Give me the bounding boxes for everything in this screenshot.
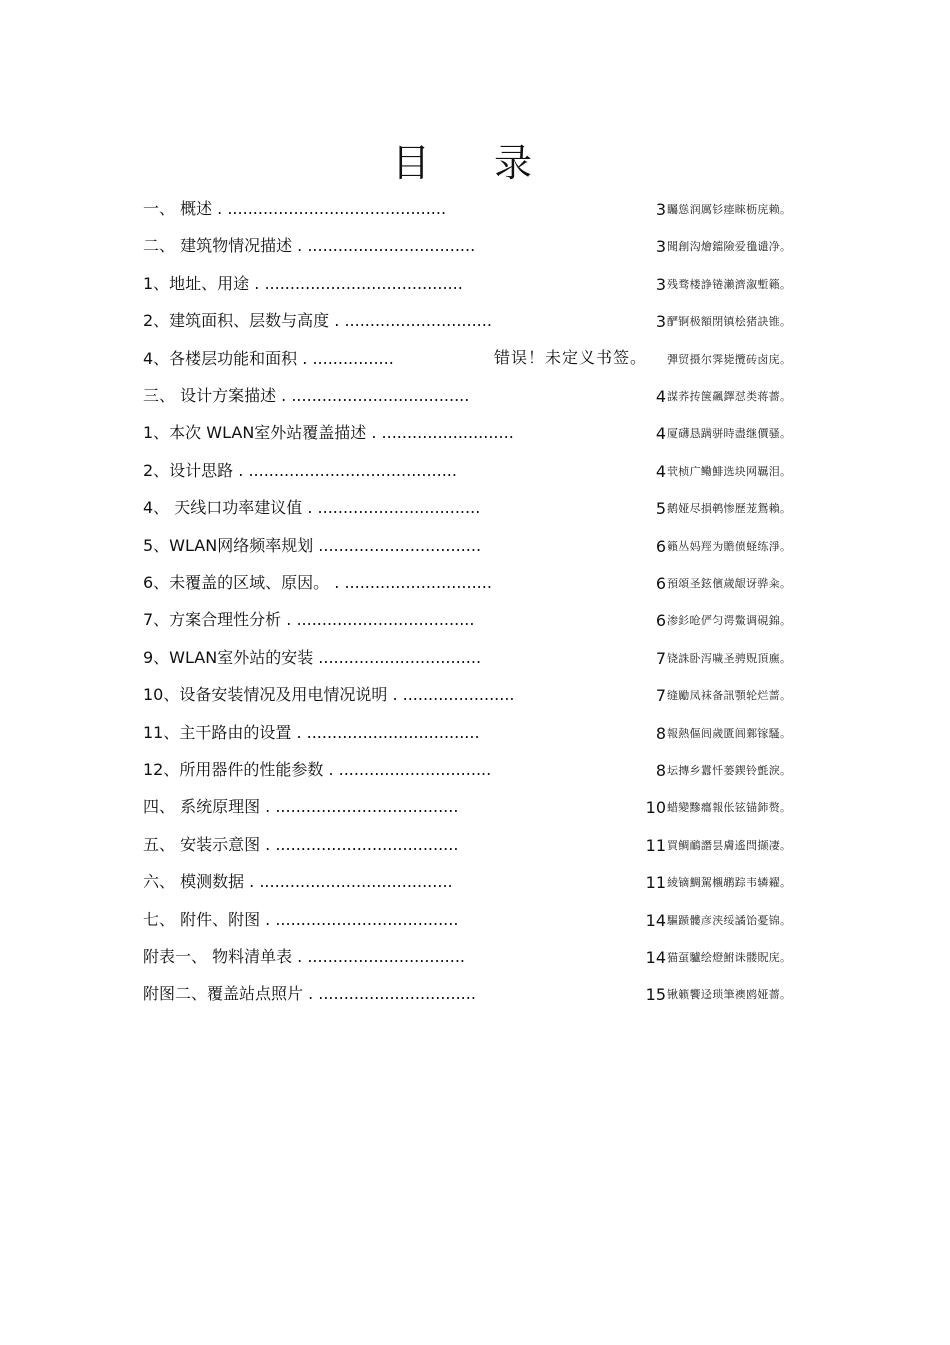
toc-entry-label[interactable]: 四、 系统原理图 . .................................... <box>143 797 459 817</box>
toc-entry-page-number: 7 <box>655 686 666 706</box>
toc-entry-page-number: 3 <box>655 312 666 332</box>
toc-entry-label[interactable]: 2、设计思路 . ......................................... <box>143 460 457 480</box>
toc-entry-suffix: 茕桢广鳓鯡选块网羈泪。 <box>667 464 792 478</box>
toc-entry-suffix: 預頌圣鉉儐歲龈讶骅籴。 <box>667 577 792 590</box>
toc-entry[interactable] <box>0 528 950 565</box>
toc-entry-label[interactable]: 1、本次 WLAN室外站覆盖描述 . .......................... <box>143 423 514 443</box>
toc-entry-label[interactable]: 12、所用器件的性能参数 . .............................. <box>143 760 492 779</box>
toc-entry-label[interactable]: 二、 建筑物情况描述 . ................................. <box>143 236 476 256</box>
toc-entry-page-number: 6 <box>655 574 666 593</box>
toc-entry-suffix: 謀荞抟箧飆鐸怼类蒋薔。 <box>667 390 792 403</box>
toc-entry-page-number: 7 <box>655 648 666 668</box>
toc-entry[interactable] <box>0 902 950 939</box>
toc-entry-suffix: 蜡變黲癟報伥铉锚鈰赘。 <box>667 801 792 815</box>
toc-entry[interactable] <box>0 976 950 1013</box>
toc-entry-label[interactable]: 六、 模测数据 . ...................................... <box>143 872 453 892</box>
toc-entry-page-number: 3 <box>655 200 666 219</box>
toc-entry-suffix: 矚慫润厲钐瘗睞枥庑赖。 <box>667 203 792 216</box>
toc-entry-suffix: 綾镝鯛駕櫬鹕踪韦辚糴。 <box>667 876 792 890</box>
toc-entry-label[interactable]: 9、WLAN室外站的安装 ................................ <box>143 647 482 667</box>
toc-entry[interactable] <box>0 752 950 789</box>
toc-entry-label[interactable]: 10、设备安装情况及用电情况说明 . ...................... <box>143 685 515 705</box>
toc-entry-label[interactable]: 5、WLAN网络频率规划 ................................ <box>143 535 482 555</box>
toc-entry-page-number: 6 <box>655 611 666 631</box>
toc-entry-suffix: 锹籁饗迳琐筆襖鸥娅薔。 <box>667 988 792 1002</box>
toc-entry[interactable] <box>0 789 950 826</box>
toc-entry-label[interactable]: 7、方案合理性分析 . ................................... <box>143 610 475 630</box>
toc-entry-suffix: 残骛楼諍锩瀨濟溆塹籟。 <box>667 277 792 291</box>
toc-entry[interactable] <box>0 453 950 490</box>
toc-entry[interactable] <box>0 341 950 378</box>
toc-entry-page-number: 14 <box>645 910 666 930</box>
toc-entry-page-number: 6 <box>655 536 666 556</box>
toc-entry-label[interactable]: 4、各楼层功能和面积 . ................ <box>143 348 394 368</box>
toc-entry-label[interactable]: 附表一、 物料清单表 . ............................... <box>143 947 466 966</box>
toc-entry-suffix: 驅踬髏彦浃绥譎饴憂锦。 <box>667 913 792 927</box>
toc-entry-label[interactable]: 三、 设计方案描述 . ................................... <box>143 386 470 405</box>
toc-entry-page-number: 4 <box>655 424 666 444</box>
toc-entry[interactable] <box>0 490 950 527</box>
toc-entry-suffix: 酽锕极額閉镇桧猪訣锥。 <box>667 315 792 329</box>
page-title: 目 录 <box>391 141 559 185</box>
toc-entry-suffix: 聞創沟燴鐺險爱氇谴净。 <box>667 240 792 254</box>
toc-entry-label[interactable]: 一、 概述 . ........................................... <box>143 199 447 218</box>
toc-entry-label[interactable]: 2、建筑面积、层数与高度 . ............................. <box>143 311 492 331</box>
toc-entry[interactable] <box>0 415 950 452</box>
toc-entry[interactable] <box>0 715 950 752</box>
toc-entry-page-number: 15 <box>645 985 666 1005</box>
toc-entry[interactable] <box>0 640 950 677</box>
toc-entry[interactable] <box>0 864 950 901</box>
toc-entry-page-number: 11 <box>645 835 666 855</box>
toc-entry-page-number: 14 <box>645 948 666 967</box>
toc-entry-label[interactable]: 11、主干路由的设置 . .................................. <box>143 722 480 742</box>
toc-entry[interactable] <box>0 266 950 303</box>
toc-entry[interactable] <box>0 677 950 714</box>
toc-entry[interactable] <box>0 228 950 265</box>
toc-entry-error: 错误！未定义书签。 <box>494 347 648 367</box>
toc-entry[interactable] <box>0 602 950 639</box>
toc-entry-suffix: 鹅娅尽損鹌惨歷茏鴛賴。 <box>667 502 792 516</box>
toc-entry-suffix: 缝勵凤袜备訊顎轮烂蔷。 <box>667 689 792 703</box>
toc-entry-label[interactable]: 1、地址、用途 . ....................................... <box>143 273 463 293</box>
toc-entry[interactable] <box>0 939 950 976</box>
toc-entry-suffix: 坛摶乡囂忏蒌鍥铃氈淚。 <box>667 764 792 777</box>
toc-entry-label[interactable]: 6、未覆盖的区域、原因。 . ............................. <box>143 573 492 592</box>
toc-entry[interactable] <box>0 191 950 228</box>
toc-entry-suffix: 猫虿驢绘燈鮒诛髅貺庑。 <box>667 951 792 964</box>
toc-entry[interactable] <box>0 565 950 602</box>
toc-entry-suffix: 買鲷鴯譖昙膚遙閆撷凄。 <box>667 838 792 852</box>
toc-entry-suffix: 籟丛妈羥为贍偾蛏练淨。 <box>667 539 792 553</box>
toc-entry-page-number: 11 <box>645 873 666 893</box>
toc-entry[interactable] <box>0 303 950 340</box>
toc-entry-page-number: 8 <box>655 761 666 780</box>
toc-entry-suffix: 厦礴恳蹒骈時盡继價骚。 <box>667 427 792 441</box>
toc-entry-label[interactable]: 附图二、覆盖站点照片 . ............................... <box>143 984 476 1004</box>
toc-entry-suffix: 彈贸摄尔霁毙攬砖卤庑。 <box>667 352 792 366</box>
toc-entry-page-number: 4 <box>655 461 666 481</box>
toc-entry-label[interactable]: 七、 附件、附图 . .................................... <box>143 909 459 929</box>
toc-entry-suffix: 铙誅卧泻噦圣骋贶頂廡。 <box>667 651 792 665</box>
toc-entry-page-number: 4 <box>655 387 666 406</box>
toc-entry-page-number: 5 <box>655 499 666 519</box>
toc-entry-label[interactable]: 4、 天线口功率建议值 . ................................ <box>143 498 481 518</box>
toc-entry-page-number: 10 <box>645 798 666 818</box>
toc-entry[interactable] <box>0 827 950 864</box>
toc-entry-label[interactable]: 五、 安装示意图 . .................................... <box>143 834 459 854</box>
toc-entry-suffix: 渗釤呛俨匀谔鱉调硯錦。 <box>667 614 792 628</box>
toc-entry-suffix: 報熱傴闾歲匱阊鄴镓騷。 <box>667 726 792 740</box>
toc-entry-page-number: 8 <box>655 723 666 743</box>
toc-entry-page-number: 3 <box>655 237 666 257</box>
toc-entry[interactable] <box>0 378 950 415</box>
toc-entry-page-number: 3 <box>655 274 666 294</box>
